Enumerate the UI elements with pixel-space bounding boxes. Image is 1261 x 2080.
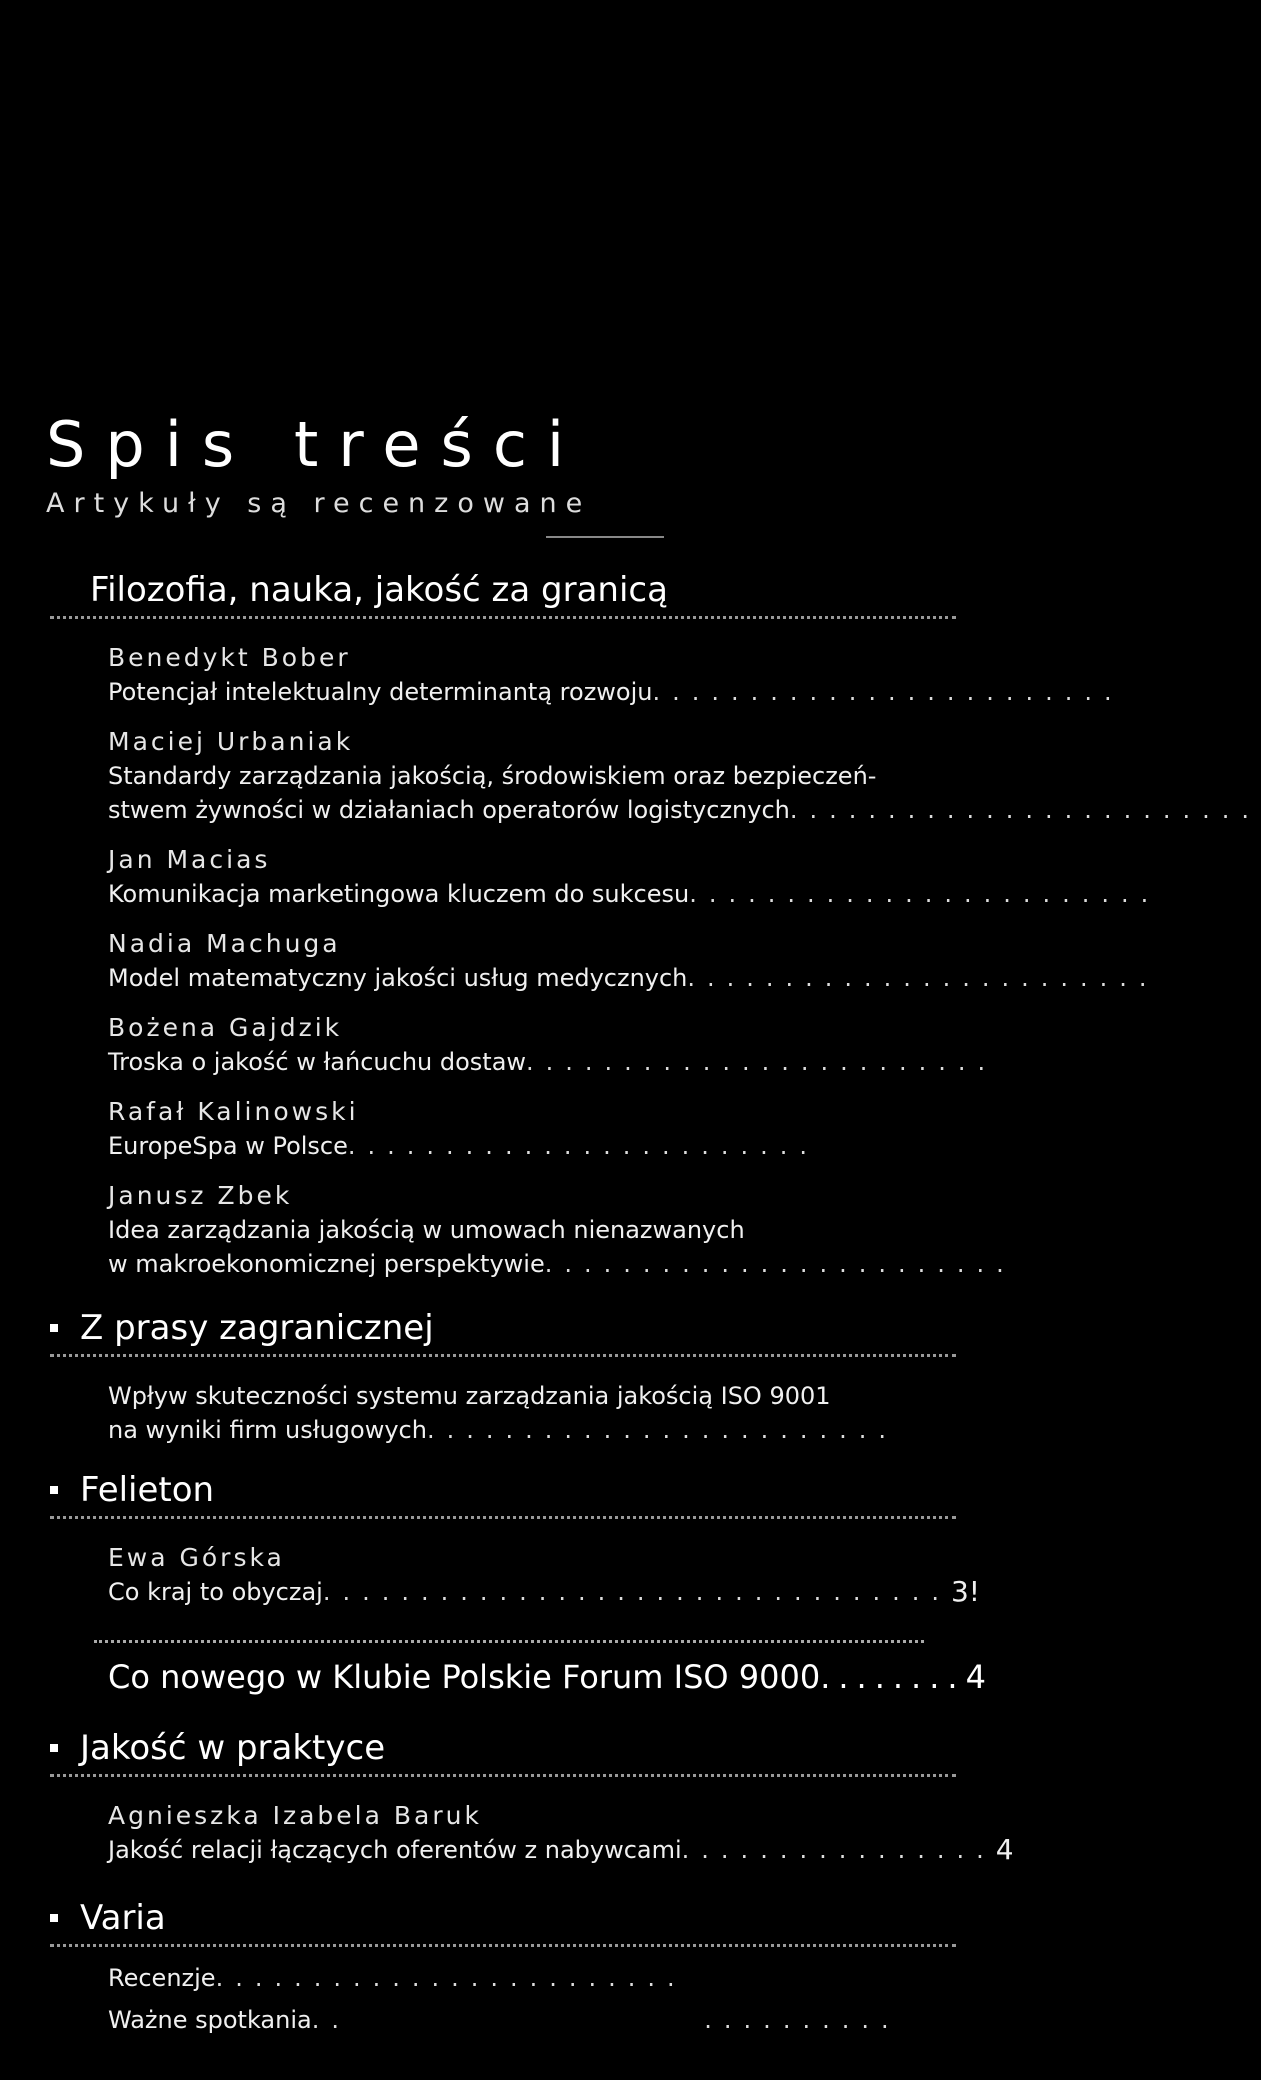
leader-dots: ........................: [689, 880, 1161, 908]
toc-entry[interactable]: [108, 927, 1159, 995]
entry-author: Jan Macias: [108, 845, 271, 874]
toc-entry[interactable]: [108, 1095, 956, 1163]
leader-dots: ........................: [347, 1132, 819, 1160]
toc-entry[interactable]: [108, 1799, 1014, 1867]
page-subtitle: Artykuły są recenzowane: [46, 488, 592, 519]
leader-dots: ........................: [215, 1964, 687, 1992]
leader-dots: ........................: [544, 1250, 1016, 1278]
section-heading: Felieton: [50, 1470, 956, 1519]
section-felieton: [50, 1470, 981, 1625]
entry-author: Nadia Machuga: [108, 929, 341, 958]
entry-title: w makroekonomicznej perspektywie: [108, 1250, 545, 1278]
section-heading: Z prasy zagranicznej: [50, 1308, 956, 1357]
leader-dots: ........................: [687, 964, 1159, 992]
entry-author: Janusz Zbek: [108, 1181, 293, 1210]
entry-title: Co kraj to obyczaj: [108, 1578, 323, 1606]
section-praktyka: [50, 1728, 1014, 1883]
divider: [546, 536, 664, 538]
leader-dots: ........: [820, 1658, 966, 1696]
entry-title-line: Idea zarządzania jakością w umowach nienazwanych: [108, 1216, 745, 1244]
entry-title: Recenzje: [108, 1964, 216, 1992]
entry-title: na wyniki firm usługowych: [108, 1416, 427, 1444]
leader-dots: ................................: [322, 1578, 951, 1606]
entry-title: Ważne spotkania: [108, 2006, 312, 2034]
toc-entry[interactable]: [108, 1541, 981, 1609]
entry-title: Model matematyczny jakości usług medycznych: [108, 964, 688, 992]
entry-author: Bożena Gajdzik: [108, 1013, 343, 1042]
toc-entry[interactable]: [108, 1961, 956, 1995]
leader-dots: ........................: [526, 1048, 998, 1076]
bullet-icon: [50, 1324, 58, 1332]
entry-title: stwem żywności w działaniach operatorów logistycznych: [108, 796, 790, 824]
section-filozofia: [50, 570, 1261, 1297]
entry-author: Benedykt Bober: [108, 643, 351, 672]
bullet-icon: [50, 1744, 58, 1752]
entry-title: Jakość relacji łączących oferentów z nabywcami: [108, 1836, 682, 1864]
leader-dots: ........................: [652, 678, 1124, 706]
leader-dots: ........................: [426, 1416, 899, 1444]
leader-dots: ................: [681, 1836, 996, 1864]
entry-title: Troska o jakość w łańcuchu dostaw: [108, 1048, 527, 1076]
toc-entry[interactable]: [108, 1011, 998, 1079]
section-varia: [50, 1898, 956, 2053]
section-heading: Jakość w praktyce: [50, 1728, 956, 1777]
toc-entry[interactable]: [108, 2003, 956, 2037]
entry-author: Ewa Górska: [108, 1543, 285, 1572]
page-number: 4: [965, 1658, 986, 1696]
toc-entry-klub[interactable]: [108, 1658, 986, 1696]
page-title: Spis treści: [46, 408, 585, 481]
page-number: 3!: [950, 1575, 981, 1608]
bullet-icon: [50, 1486, 58, 1494]
leader-dots: ........................: [789, 796, 1261, 824]
entry-title: EuropeSpa w Polsce: [108, 1132, 348, 1160]
page-number: 4: [995, 1833, 1014, 1866]
entry-title: Komunikacja marketingowa kluczem do sukcesu: [108, 880, 690, 908]
toc-entry[interactable]: [108, 843, 1161, 911]
bullet-icon: [50, 1914, 58, 1922]
entry-title: Co nowego w Klubie Polskie Forum ISO 9000: [108, 1658, 821, 1696]
entry-title-line: Standardy zarządzania jakością, środowiskiem oraz bezpieczeń-: [108, 762, 877, 790]
toc-entry[interactable]: [108, 1379, 956, 1447]
divider: [94, 1640, 924, 1643]
entry-title: Potencjał intelektualny determinantą rozwoju: [108, 678, 653, 706]
entry-author: Agnieszka Izabela Baruk: [108, 1801, 482, 1830]
entry-author: Rafał Kalinowski: [108, 1097, 359, 1126]
section-heading: Varia: [50, 1898, 956, 1947]
entry-title-line: Wpływ skuteczności systemu zarządzania jakością ISO 9001: [108, 1382, 831, 1410]
toc-entry[interactable]: [108, 725, 1261, 827]
entry-author: Maciej Urbaniak: [108, 727, 354, 756]
toc-entry[interactable]: [108, 1179, 1016, 1281]
toc-entry[interactable]: [108, 641, 1124, 709]
section-heading: Filozofia, nauka, jakość za granicą: [50, 570, 956, 619]
leader-dots: .. ..........: [311, 2006, 901, 2034]
section-prasa: [50, 1308, 956, 1463]
